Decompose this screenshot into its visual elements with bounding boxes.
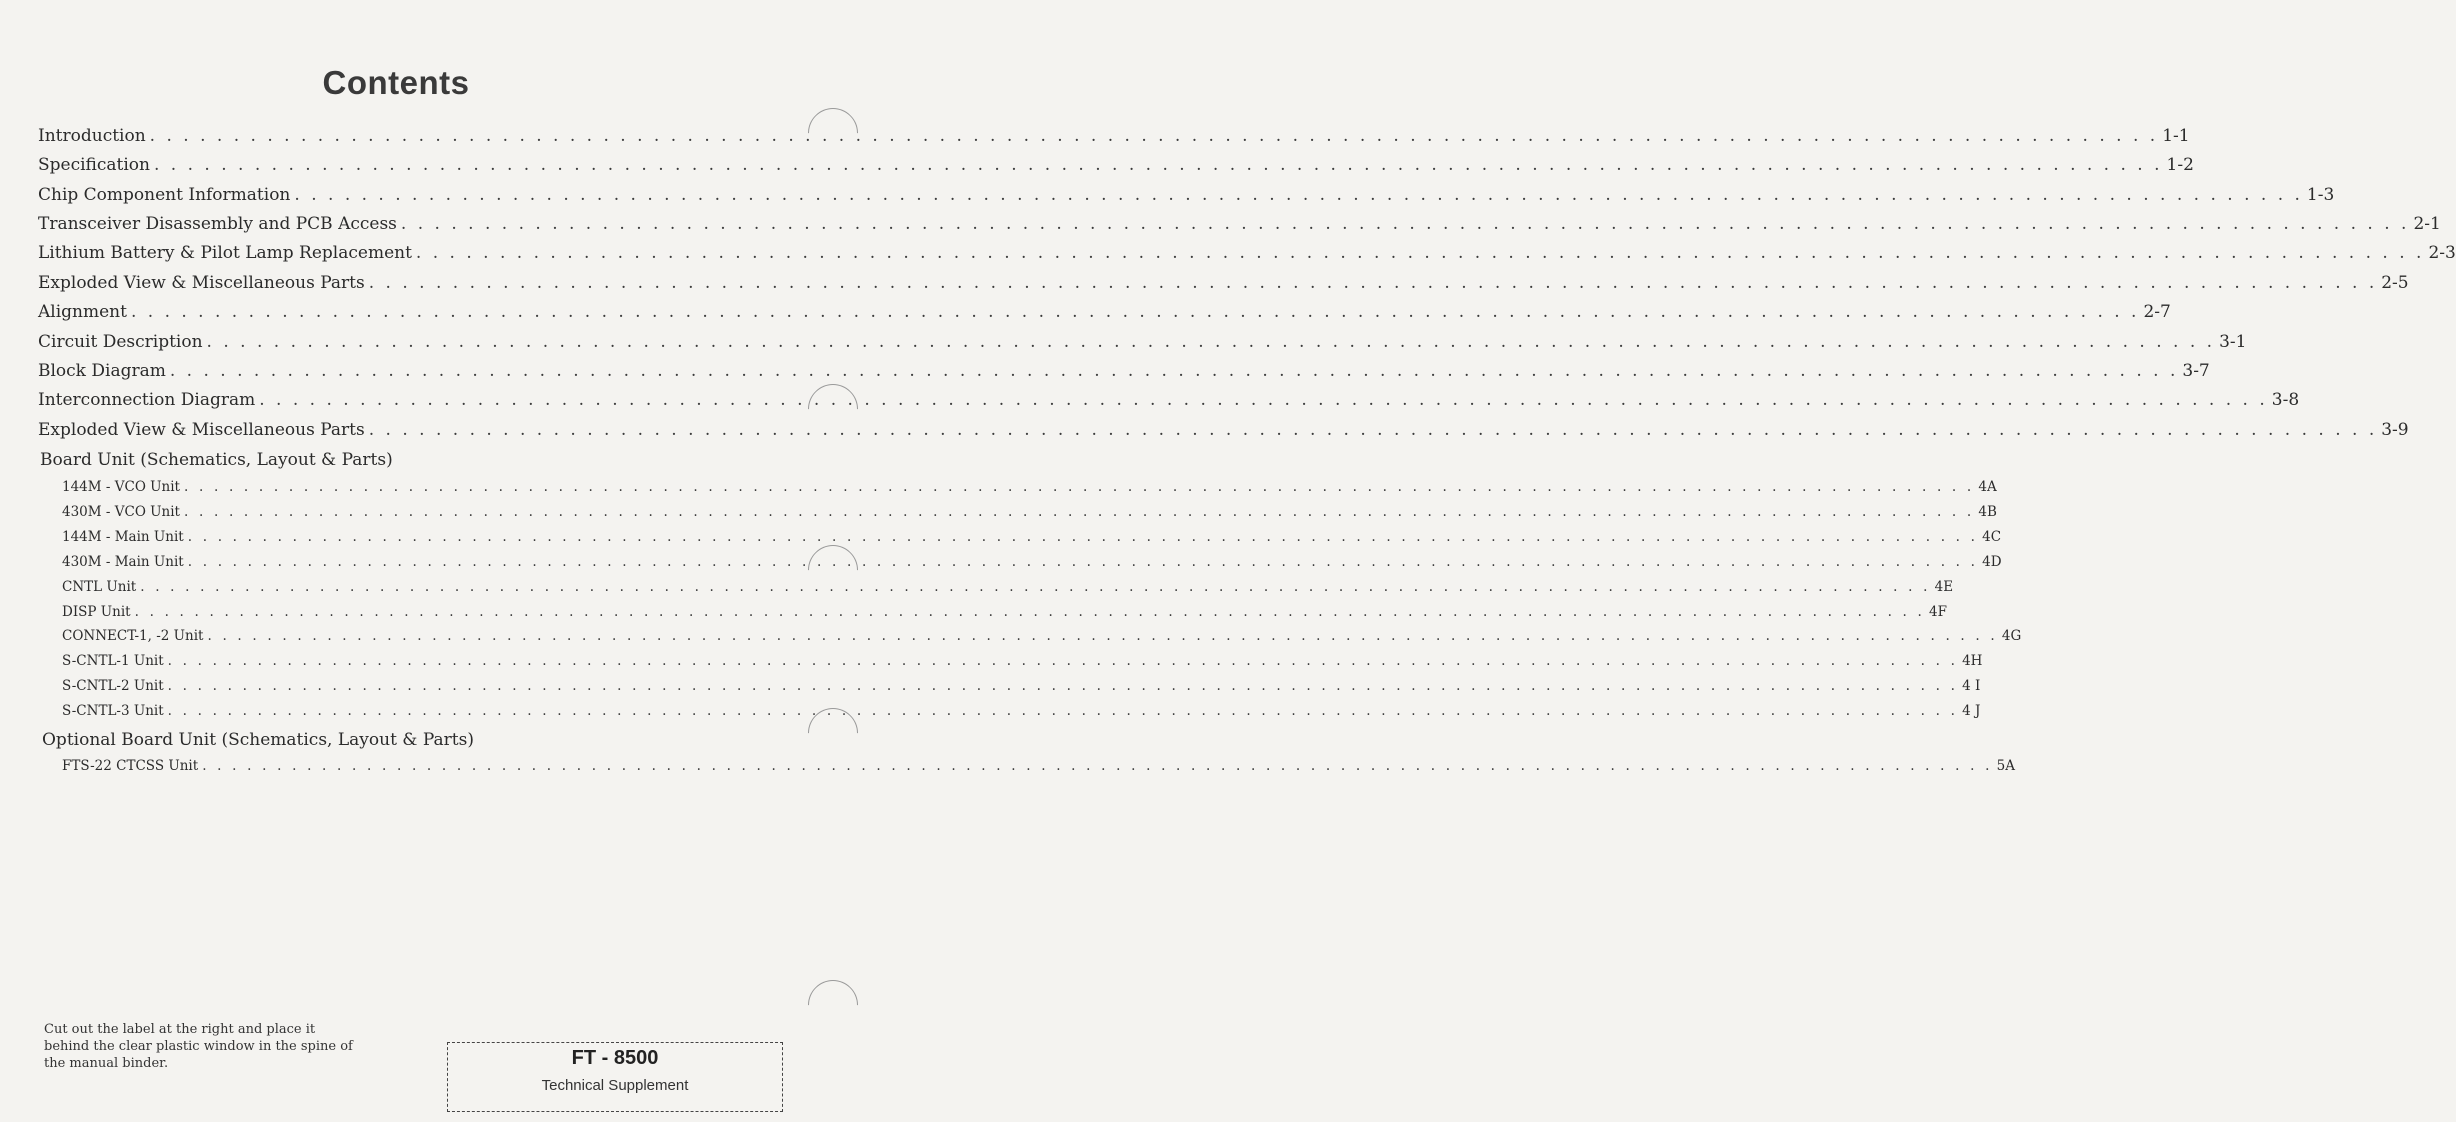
toc-entry-page: 4B [1978, 504, 1997, 520]
dot-leader: . . . . . . . . . . . . . . . . . . . . . . . . . . . . . . . . . . . . . . . . . . . . . . . . . . . . . . . . . . . . . . . . . . . . . . . . . . . . . . . . . . . . . . . . . . . . . . . . . . . . . . . . . . . . . . . . . . . . . . . . [207, 628, 1998, 644]
toc-sub-entry [62, 554, 2002, 570]
toc-entry-page: 4D [1982, 554, 2002, 570]
toc-entry-page: 2-7 [2143, 302, 2171, 322]
toc-entry-label: CONNECT-1, -2 Unit [62, 628, 204, 644]
toc-entry-label: S-CNTL-3 Unit [62, 703, 164, 719]
toc-entry [38, 155, 2194, 175]
toc-entry-label: S-CNTL-2 Unit [62, 678, 164, 694]
toc-entry [38, 302, 2171, 322]
toc-entry [38, 332, 2247, 352]
toc-entry-label: Lithium Battery & Pilot Lamp Replacement [38, 243, 412, 263]
toc-sub-entry [62, 653, 1983, 669]
toc-entry-page: 4A [1978, 479, 1997, 495]
dot-leader: . . . . . . . . . . . . . . . . . . . . . . . . . . . . . . . . . . . . . . . . . . . . . . . . . . . . . . . . . . . . . . . . . . . . . . . . . . . . . . . . . . . . . . . . . . . . . . . . . . . . . . . . . . . . . . . . . . . . . . . . [130, 302, 2140, 322]
toc-entry-label: Circuit Description [38, 332, 203, 352]
toc-entry-label: S-CNTL-1 Unit [62, 653, 164, 669]
toc-entry [38, 126, 2190, 146]
dot-leader: . . . . . . . . . . . . . . . . . . . . . . . . . . . . . . . . . . . . . . . . . . . . . . . . . . . . . . . . . . . . . . . . . . . . . . . . . . . . . . . . . . . . . . . . . . . . . . . . . . . . . . . . . . . . . . . . . . . . . . . . [167, 653, 1959, 669]
toc-sub-entry [62, 529, 2002, 545]
toc-entry-label: Exploded View & Miscellaneous Parts [38, 420, 365, 440]
toc-entry-label: Alignment [38, 302, 127, 322]
dot-leader: . . . . . . . . . . . . . . . . . . . . . . . . . . . . . . . . . . . . . . . . . . . . . . . . . . . . . . . . . . . . . . . . . . . . . . . . . . . . . . . . . . . . . . . . . . . . . . . . . . . . . . . . . . . . . . . . . . . . . . . . [368, 273, 2378, 293]
dot-leader: . . . . . . . . . . . . . . . . . . . . . . . . . . . . . . . . . . . . . . . . . . . . . . . . . . . . . . . . . . . . . . . . . . . . . . . . . . . . . . . . . . . . . . . . . . . . . . . . . . . . . . . . . . . . . . . . . . . . . . . . [134, 604, 1926, 620]
binder-hole-icon [798, 970, 869, 1041]
toc-sub-entry [62, 628, 2022, 644]
cutout-instructions: Cut out the label at the right and place it behind the clear plastic window in the spine of the manual binder. [44, 1022, 353, 1071]
toc-entry-page: 4E [1934, 579, 1954, 595]
toc-entry-label: 144M - Main Unit [62, 529, 184, 545]
toc-entry-page: 4G [2001, 628, 2022, 644]
dot-leader: . . . . . . . . . . . . . . . . . . . . . . . . . . . . . . . . . . . . . . . . . . . . . . . . . . . . . . . . . . . . . . . . . . . . . . . . . . . . . . . . . . . . . . . . . . . . . . . . . . . . . . . . . . . . . . . . . . . . . . . . [400, 214, 2410, 234]
toc-entry-page: 4 J [1962, 703, 1981, 719]
toc-entry-label: Exploded View & Miscellaneous Parts [38, 273, 365, 293]
toc-entry-label: FTS-22 CTCSS Unit [62, 758, 199, 774]
toc-entry-label: 430M - VCO Unit [62, 504, 180, 520]
dot-leader: . . . . . . . . . . . . . . . . . . . . . . . . . . . . . . . . . . . . . . . . . . . . . . . . . . . . . . . . . . . . . . . . . . . . . . . . . . . . . . . . . . . . . . . . . . . . . . . . . . . . . . . . . . . . . . . . . . . . . . . . [259, 390, 2268, 410]
toc-sub-entry [62, 678, 1981, 694]
page-title: Contents [322, 64, 470, 101]
toc-entry [38, 361, 2210, 381]
dot-leader: . . . . . . . . . . . . . . . . . . . . . . . . . . . . . . . . . . . . . . . . . . . . . . . . . . . . . . . . . . . . . . . . . . . . . . . . . . . . . . . . . . . . . . . . . . . . . . . . . . . . . . . . . . . . . . . . . . . . . . . . [184, 479, 1975, 495]
spine-label-title: FT - 8500 [571, 1047, 659, 1069]
toc-entry-label: CNTL Unit [62, 579, 137, 595]
dot-leader: . . . . . . . . . . . . . . . . . . . . . . . . . . . . . . . . . . . . . . . . . . . . . . . . . . . . . . . . . . . . . . . . . . . . . . . . . . . . . . . . . . . . . . . . . . . . . . . . . . . . . . . . . . . . . . . . . . . . . . . . [140, 579, 1931, 595]
dot-leader: . . . . . . . . . . . . . . . . . . . . . . . . . . . . . . . . . . . . . . . . . . . . . . . . . . . . . . . . . . . . . . . . . . . . . . . . . . . . . . . . . . . . . . . . . . . . . . . . . . . . . . . . . . . . . . . . . . . . . . . . [184, 504, 1975, 520]
toc-entry-label: Chip Component Information [38, 185, 291, 205]
toc-entry [38, 273, 2409, 293]
toc-sub-entry [62, 479, 1997, 495]
toc-entry [38, 214, 2441, 234]
toc-entry-page: 3-7 [2182, 361, 2210, 381]
spine-label [447, 1042, 783, 1112]
dot-leader: . . . . . . . . . . . . . . . . . . . . . . . . . . . . . . . . . . . . . . . . . . . . . . . . . . . . . . . . . . . . . . . . . . . . . . . . . . . . . . . . . . . . . . . . . . . . . . . . . . . . . . . . . . . . . . . . . . . . . . . . [206, 332, 2216, 352]
toc-entry-page: 3-9 [2381, 420, 2409, 440]
toc-entry-label: Specification [38, 155, 150, 175]
toc-sub-entry [62, 604, 1947, 620]
toc-entry-page: 5A [1996, 758, 2015, 774]
dot-leader: . . . . . . . . . . . . . . . . . . . . . . . . . . . . . . . . . . . . . . . . . . . . . . . . . . . . . . . . . . . . . . . . . . . . . . . . . . . . . . . . . . . . . . . . . . . . . . . . . . . . . . . . . . . . . . . . . . . . . . . . [294, 185, 2303, 205]
toc-sub-entry [62, 758, 2015, 774]
toc-entry-page: 1-2 [2166, 155, 2194, 175]
dot-leader: . . . . . . . . . . . . . . . . . . . . . . . . . . . . . . . . . . . . . . . . . . . . . . . . . . . . . . . . . . . . . . . . . . . . . . . . . . . . . . . . . . . . . . . . . . . . . . . . . . . . . . . . . . . . . . . . . . . . . . . . [167, 678, 1959, 694]
toc-sub-entry [62, 579, 1954, 595]
toc-entry-label: Transceiver Disassembly and PCB Access [38, 214, 397, 234]
dot-leader: . . . . . . . . . . . . . . . . . . . . . . . . . . . . . . . . . . . . . . . . . . . . . . . . . . . . . . . . . . . . . . . . . . . . . . . . . . . . . . . . . . . . . . . . . . . . . . . . . . . . . . . . . . . . . . . . . . . . . . . . [154, 155, 2163, 175]
toc-entry [38, 185, 2335, 205]
toc-entry-page: 3-1 [2219, 332, 2247, 352]
toc-entry-page: 1-3 [2306, 185, 2335, 205]
toc-entry-page: 4H [1962, 653, 1983, 669]
toc-entry-page: 4 I [1962, 678, 1981, 694]
toc-entry [38, 420, 2409, 440]
dot-leader: . . . . . . . . . . . . . . . . . . . . . . . . . . . . . . . . . . . . . . . . . . . . . . . . . . . . . . . . . . . . . . . . . . . . . . . . . . . . . . . . . . . . . . . . . . . . . . . . . . . . . . . . . . . . . . . . . . . . . . . . [202, 758, 1993, 774]
toc-entry-label: Interconnection Diagram [38, 390, 256, 410]
dot-leader: . . . . . . . . . . . . . . . . . . . . . . . . . . . . . . . . . . . . . . . . . . . . . . . . . . . . . . . . . . . . . . . . . . . . . . . . . . . . . . . . . . . . . . . . . . . . . . . . . . . . . . . . . . . . . . . . . . . . . . . . [149, 126, 2159, 146]
toc-entry-page: 2-5 [2381, 273, 2409, 293]
toc-entry-label: Block Diagram [38, 361, 166, 381]
toc-entry-page: 4C [1982, 529, 2002, 545]
dot-leader: . . . . . . . . . . . . . . . . . . . . . . . . . . . . . . . . . . . . . . . . . . . . . . . . . . . . . . . . . . . . . . . . . . . . . . . . . . . . . . . . . . . . . . . . . . . . . . . . . . . . . . . . . . . . . . . . . . . . . . . . [187, 554, 1979, 570]
toc-entry [38, 243, 2456, 263]
dot-leader: . . . . . . . . . . . . . . . . . . . . . . . . . . . . . . . . . . . . . . . . . . . . . . . . . . . . . . . . . . . . . . . . . . . . . . . . . . . . . . . . . . . . . . . . . . . . . . . . . . . . . . . . . . . . . . . . . . . . . . . . [167, 703, 1959, 719]
toc-entry-page: 1-1 [2162, 126, 2190, 146]
dot-leader: . . . . . . . . . . . . . . . . . . . . . . . . . . . . . . . . . . . . . . . . . . . . . . . . . . . . . . . . . . . . . . . . . . . . . . . . . . . . . . . . . . . . . . . . . . . . . . . . . . . . . . . . . . . . . . . . . . . . . . . . [368, 420, 2378, 440]
toc-entry-page: 4F [1929, 604, 1947, 620]
dot-leader: . . . . . . . . . . . . . . . . . . . . . . . . . . . . . . . . . . . . . . . . . . . . . . . . . . . . . . . . . . . . . . . . . . . . . . . . . . . . . . . . . . . . . . . . . . . . . . . . . . . . . . . . . . . . . . . . . . . . . . . . [169, 361, 2179, 381]
toc-entry-label: 144M - VCO Unit [62, 479, 180, 495]
optional-section-heading: Optional Board Unit (Schematics, Layout & Parts) [42, 730, 474, 750]
toc-entry-page: 2-1 [2413, 214, 2441, 234]
toc-entry-page: 2-3 [2428, 243, 2456, 263]
spine-label-subtitle: Technical Supplement [541, 1077, 689, 1094]
toc-sub-entry [62, 703, 1981, 719]
dot-leader: . . . . . . . . . . . . . . . . . . . . . . . . . . . . . . . . . . . . . . . . . . . . . . . . . . . . . . . . . . . . . . . . . . . . . . . . . . . . . . . . . . . . . . . . . . . . . . . . . . . . . . . . . . . . . . . . . . . . . . . . [187, 529, 1979, 545]
toc-sub-entry [62, 504, 1997, 520]
toc-entry [38, 390, 2300, 410]
toc-entry-label: 430M - Main Unit [62, 554, 184, 570]
board-section-heading: Board Unit (Schematics, Layout & Parts) [40, 450, 393, 470]
toc-entry-label: Introduction [38, 126, 146, 146]
toc-entry-page: 3-8 [2271, 390, 2300, 410]
toc-entry-label: DISP Unit [62, 604, 131, 620]
dot-leader: . . . . . . . . . . . . . . . . . . . . . . . . . . . . . . . . . . . . . . . . . . . . . . . . . . . . . . . . . . . . . . . . . . . . . . . . . . . . . . . . . . . . . . . . . . . . . . . . . . . . . . . . . . . . . . . . . . . . . . . . [415, 243, 2425, 263]
